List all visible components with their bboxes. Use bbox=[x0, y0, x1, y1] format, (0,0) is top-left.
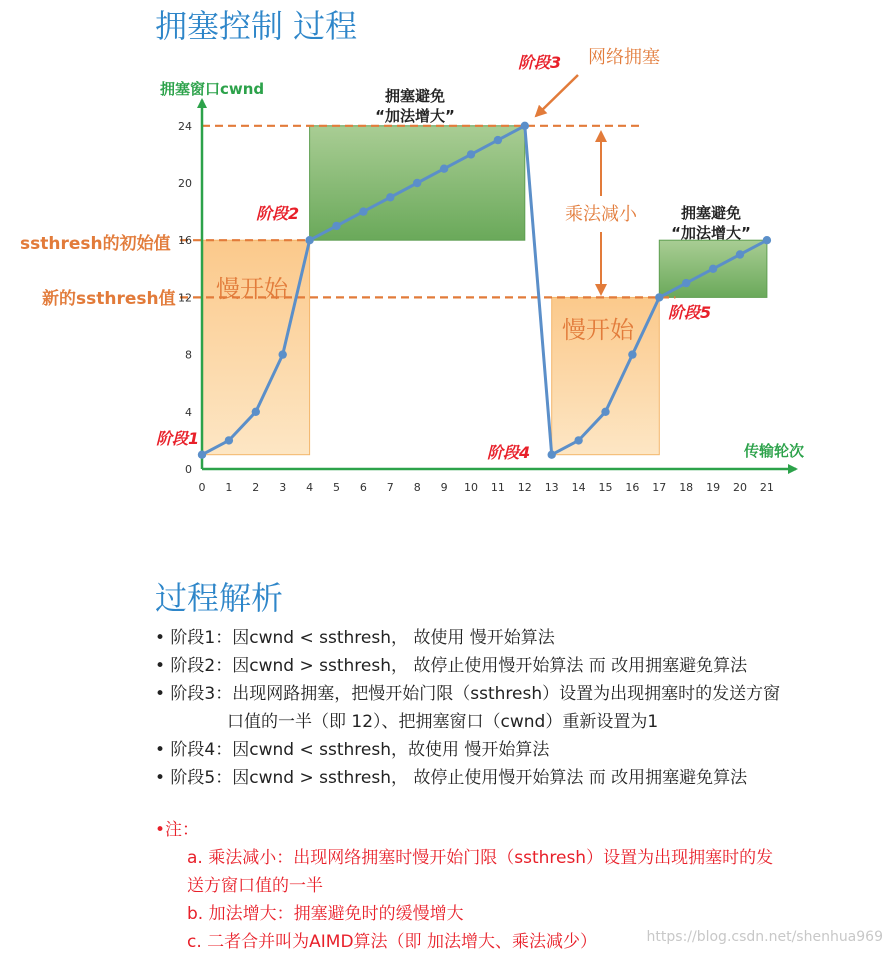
data-point bbox=[736, 250, 744, 258]
x-tick-label: 18 bbox=[679, 481, 694, 494]
data-point bbox=[601, 408, 609, 416]
note-c: c. 二者合并叫为AIMD算法（即 加法增大、乘法减少） bbox=[187, 932, 597, 952]
congestion-arrow bbox=[536, 75, 578, 116]
data-point bbox=[521, 122, 529, 130]
y-tick-label: 8 bbox=[185, 348, 192, 362]
note-a: a. 乘法减小：出现网络拥塞时慢开始门限（ssthresh）设置为出现拥塞时的发 bbox=[187, 848, 774, 868]
analysis-item-stage3-cont: 口值的一半（即 12）、把拥塞窗口（cwnd）重新设置为1 bbox=[227, 712, 659, 732]
analysis-item-stage3: • 阶段3：出现网路拥塞，把慢开始门限（ssthresh）设置为出现拥塞时的发送方窗 bbox=[155, 684, 781, 704]
data-point bbox=[763, 236, 771, 244]
avoid-label-sub: “加法增大” bbox=[375, 107, 455, 125]
data-point bbox=[386, 193, 394, 201]
data-point bbox=[494, 136, 502, 144]
x-tick-label: 3 bbox=[279, 481, 287, 494]
analysis-item-stage5: • 阶段5：因cwnd > ssthresh， 故停止使用慢开始算法 而 改用拥塞避免算法 bbox=[155, 768, 748, 788]
chart-title: 拥塞控制 过程 bbox=[155, 7, 358, 45]
x-tick-label: 6 bbox=[359, 481, 367, 494]
data-point bbox=[279, 350, 287, 358]
x-tick-label: 11 bbox=[490, 481, 505, 494]
x-tick-label: 0 bbox=[198, 481, 206, 494]
x-tick-label: 16 bbox=[625, 481, 640, 494]
x-tick-label: 8 bbox=[413, 481, 421, 494]
note-a-cont: 送方窗口值的一半 bbox=[187, 876, 323, 896]
data-point bbox=[467, 150, 475, 158]
x-tick-label: 9 bbox=[440, 481, 448, 494]
data-point bbox=[548, 451, 556, 459]
data-point bbox=[682, 279, 690, 287]
multiplicative-decrease-label: 乘法减小 bbox=[565, 204, 637, 225]
x-tick-label: 7 bbox=[386, 481, 394, 494]
x-tick-label: 20 bbox=[733, 481, 747, 494]
analysis-item-stage4: • 阶段4：因cwnd < ssthresh，故使用 慢开始算法 bbox=[155, 740, 550, 760]
data-point bbox=[225, 436, 233, 444]
stage-label: 阶段4 bbox=[487, 443, 531, 462]
data-point bbox=[252, 408, 260, 416]
data-point bbox=[413, 179, 421, 187]
note-b: b. 加法增大：拥塞避免时的缓慢增大 bbox=[187, 904, 464, 924]
x-tick-label: 12 bbox=[517, 481, 532, 494]
data-point bbox=[305, 236, 313, 244]
y-tick-label: 24 bbox=[178, 119, 192, 133]
stage-label: 阶段3 bbox=[518, 53, 562, 72]
x-tick-label: 5 bbox=[333, 481, 340, 494]
data-point bbox=[628, 350, 636, 358]
slow-start-region bbox=[202, 240, 310, 455]
analysis-title: 过程解析 bbox=[155, 579, 284, 617]
x-tick-label: 15 bbox=[598, 481, 613, 494]
data-point bbox=[359, 207, 367, 215]
watermark: https://blog.csdn.net/shenhua969 bbox=[646, 929, 883, 945]
x-tick-label: 10 bbox=[464, 481, 478, 494]
analysis-item-stage1: • 阶段1：因cwnd < ssthresh， 故使用 慢开始算法 bbox=[155, 628, 555, 648]
avoid-label: 拥塞避免 bbox=[384, 87, 446, 105]
x-tick-label: 13 bbox=[544, 481, 559, 494]
avoid-label-sub: “加法增大” bbox=[671, 224, 751, 242]
data-point bbox=[709, 265, 717, 273]
data-point bbox=[655, 293, 663, 301]
data-point bbox=[574, 436, 582, 444]
avoid-label: 拥塞避免 bbox=[680, 204, 742, 222]
y-tick-label: 4 bbox=[185, 405, 192, 419]
x-axis-label: 传输轮次 bbox=[744, 442, 805, 460]
y-axis-label: 拥塞窗口cwnd bbox=[160, 80, 265, 98]
stage-label: 阶段1 bbox=[156, 429, 200, 448]
x-tick-label: 1 bbox=[225, 481, 233, 494]
y-tick-label: 20 bbox=[178, 177, 192, 190]
x-tick-label: 21 bbox=[759, 481, 774, 494]
congestion-label: 网络拥塞 bbox=[588, 47, 660, 68]
data-point bbox=[332, 222, 340, 230]
x-tick-label: 17 bbox=[652, 481, 667, 494]
y-tick-label: 16 bbox=[178, 234, 192, 248]
y-tick-label: 0 bbox=[185, 463, 192, 476]
data-point bbox=[198, 451, 206, 459]
x-tick-label: 19 bbox=[706, 481, 721, 494]
stage-label: 阶段2 bbox=[256, 204, 300, 223]
x-tick-label: 2 bbox=[252, 481, 260, 494]
stage-label: 阶段5 bbox=[668, 303, 712, 322]
x-tick-label: 4 bbox=[306, 481, 314, 494]
slow-start-label: 慢开始 bbox=[562, 316, 634, 344]
analysis-item-stage2: • 阶段2：因cwnd > ssthresh， 故停止使用慢开始算法 而 改用拥塞避免算法 bbox=[155, 656, 748, 676]
threshold-label-new: 新的ssthresh值 bbox=[42, 289, 176, 309]
threshold-label-initial: ssthresh的初始值 bbox=[20, 234, 171, 254]
data-point bbox=[440, 165, 448, 173]
analysis-list bbox=[155, 624, 875, 792]
y-tick-label: 12 bbox=[178, 291, 192, 305]
notes-header: •注： bbox=[155, 820, 200, 840]
slow-start-label: 慢开始 bbox=[216, 275, 288, 303]
x-tick-label: 14 bbox=[571, 481, 586, 494]
